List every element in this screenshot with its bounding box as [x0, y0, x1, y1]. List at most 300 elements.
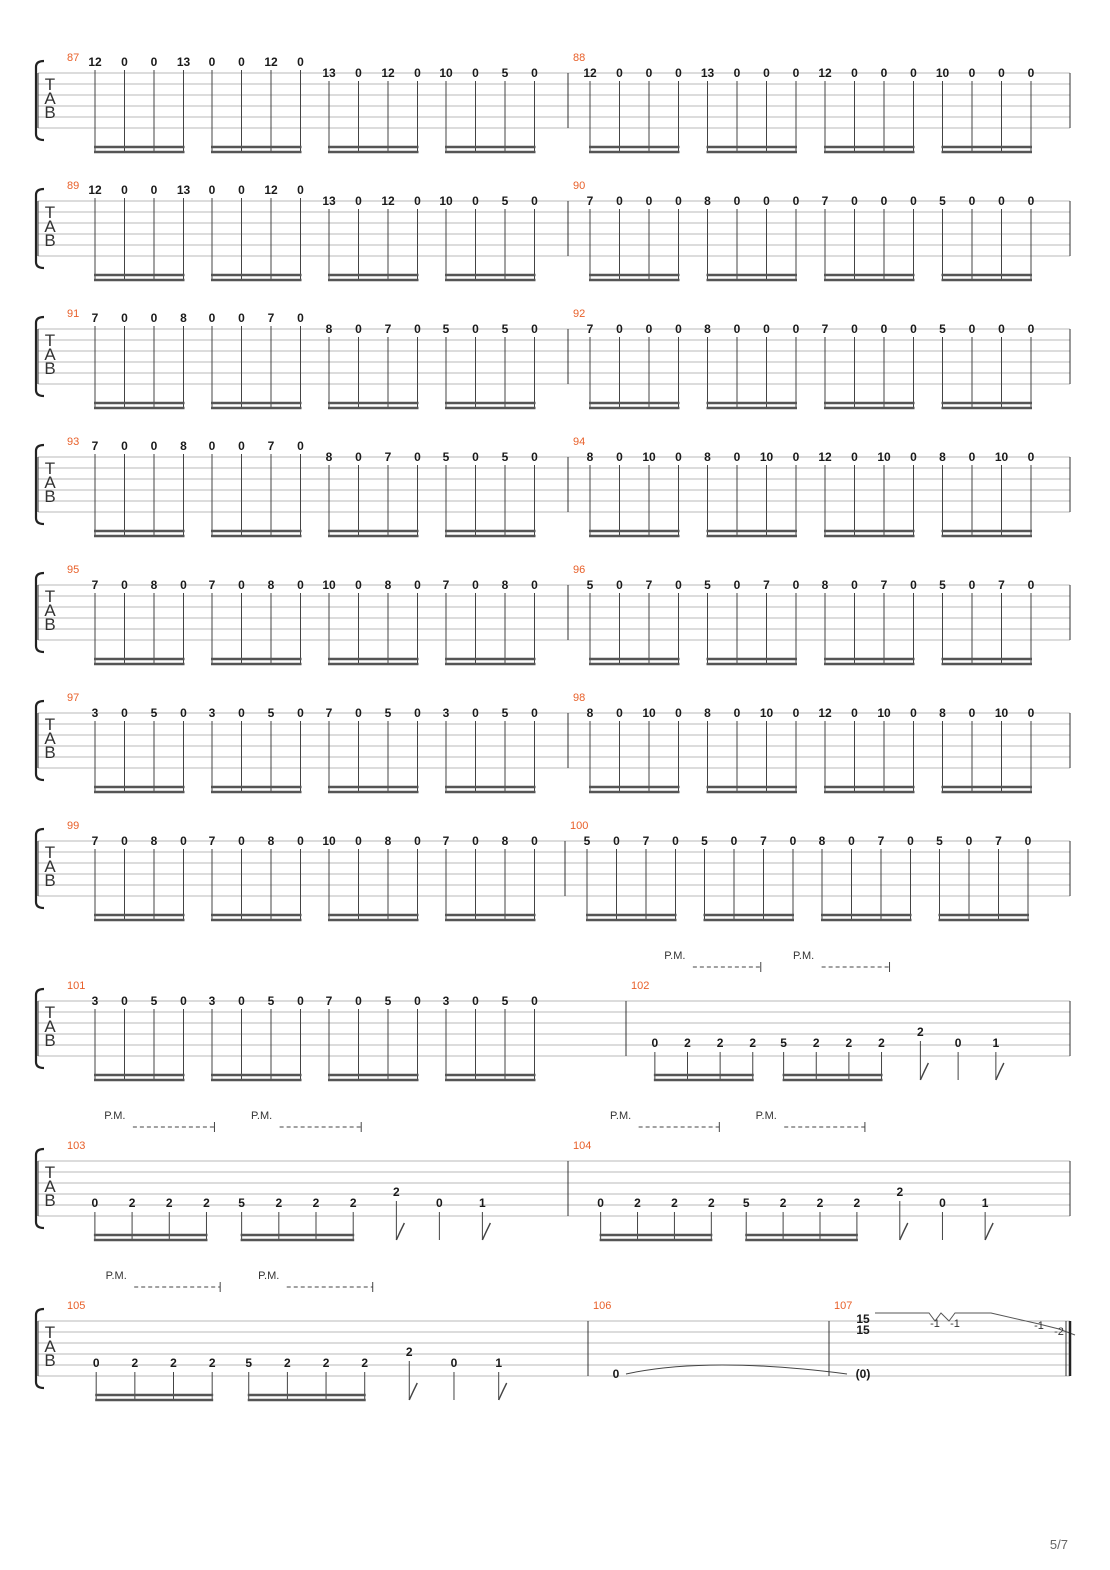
fret-number: 5 [384, 706, 392, 720]
fret-number: 12 [381, 194, 395, 208]
fret-number: 2 [845, 1036, 853, 1050]
fret-number: 0 [355, 834, 362, 848]
fret-number: 0 [1027, 706, 1035, 720]
fret-number: 8 [501, 834, 509, 848]
fret-number: 7 [760, 834, 767, 848]
palm-mute-label: P.M. [105, 1270, 127, 1282]
staff-system [36, 180, 1070, 280]
fret-number: 7 [877, 834, 885, 848]
tab-clef-letter: A [44, 601, 56, 620]
tab-clef-letter: T [44, 1003, 56, 1022]
tab-clef-letter: A [44, 345, 56, 364]
measure-number: 102 [631, 980, 650, 992]
fret-number: 0 [954, 1036, 962, 1050]
fret-number: 13 [176, 183, 191, 197]
measure-number: 91 [67, 308, 80, 320]
fret-number: 3 [208, 706, 216, 720]
fret-number: 0 [645, 66, 653, 80]
fret-number: 0 [297, 183, 304, 197]
fret-number: 2 [165, 1196, 173, 1210]
fret-number: 0 [355, 706, 362, 720]
fret-number: 0 [414, 194, 421, 208]
fret-number: 0 [436, 1196, 443, 1210]
palm-mute-label: P.M. [664, 950, 686, 962]
fret-number: 0 [880, 194, 888, 208]
fret-number: 2 [671, 1196, 678, 1210]
fret-number: 0 [472, 450, 479, 464]
fret-number: 0 [965, 834, 973, 848]
staff-system [36, 564, 1070, 664]
fret-number: 7 [91, 311, 99, 325]
fret-number: 15 [856, 1312, 870, 1326]
fret-number: 5 [384, 994, 392, 1008]
tab-clef-letter: T [44, 75, 56, 94]
fret-number: 0 [208, 311, 216, 325]
fret-number: 5 [704, 578, 711, 592]
fret-number: 0 [238, 183, 245, 197]
measure-number: 105 [67, 1300, 86, 1312]
fret-number: 0 [792, 450, 800, 464]
fret-number: 5 [501, 194, 509, 208]
fret-number: 0 [531, 706, 538, 720]
measure-number: 95 [67, 564, 80, 576]
measure-number: 94 [573, 436, 586, 448]
fret-number: 0 [531, 322, 538, 336]
fret-number: 7 [384, 322, 392, 336]
fret-number: 0 [450, 1356, 458, 1370]
tab-clef-letter: A [44, 729, 56, 748]
staff-system [36, 692, 1070, 792]
tab-clef-letter: T [44, 587, 56, 606]
fret-number: 8 [704, 706, 711, 720]
fret-number: 0 [472, 706, 479, 720]
fret-number: 10 [322, 834, 336, 848]
fret-number: 0 [851, 194, 858, 208]
fret-number: 5 [583, 834, 591, 848]
fret-number: 8 [180, 311, 187, 325]
fret-number: 0 [792, 194, 800, 208]
fret-number: 0 [651, 1036, 659, 1050]
fret-number: 0 [675, 706, 682, 720]
fret-number: 0 [910, 322, 917, 336]
tab-clef-letter: A [44, 1177, 56, 1196]
fret-number: 8 [325, 450, 333, 464]
fret-number: 2 [405, 1345, 413, 1359]
fret-number: 0 [792, 66, 800, 80]
tab-clef-letter: T [44, 203, 56, 222]
fret-number: 0 [848, 834, 855, 848]
fret-number: 0 [414, 450, 421, 464]
fret-number: 0 [675, 578, 682, 592]
fret-number: 0 [763, 322, 770, 336]
fret-number: 0 [968, 66, 976, 80]
fret-number: 2 [853, 1196, 861, 1210]
fret-number: 2 [878, 1036, 885, 1050]
fret-number: 0 [208, 183, 216, 197]
fret-number: 0 [851, 322, 858, 336]
measure-number: 99 [67, 820, 80, 832]
fret-number: 0 [180, 834, 187, 848]
fret-number: 0 [645, 322, 653, 336]
fret-number: 0 [472, 66, 479, 80]
measure-number: 100 [570, 820, 589, 832]
fret-number: 3 [442, 706, 450, 720]
fret-number: 0 [238, 55, 245, 69]
fret-number: 10 [994, 706, 1009, 720]
fret-number: 0 [616, 194, 623, 208]
fret-number: 1 [479, 1196, 486, 1210]
tab-clef-letter: A [44, 89, 56, 108]
measure-number: 103 [67, 1140, 86, 1152]
fret-number: 0 [616, 706, 623, 720]
fret-number: 0 [939, 1196, 946, 1210]
fret-number: 0 [297, 439, 304, 453]
fret-number: 0 [238, 834, 245, 848]
fret-number: 0 [998, 194, 1005, 208]
fret-number: 0 [238, 706, 245, 720]
measure-number: 88 [573, 52, 586, 64]
fret-number: 7 [325, 706, 333, 720]
tab-clef-letter: B [44, 615, 56, 634]
tab-clef-letter: B [44, 487, 56, 506]
fret-number: 10 [877, 706, 891, 720]
fret-number: 1 [495, 1356, 503, 1370]
fret-number: 10 [935, 66, 950, 80]
fret-number: 2 [208, 1356, 216, 1370]
fret-number: 7 [763, 578, 770, 592]
fret-number: 2 [131, 1356, 139, 1370]
fret-number: 0 [968, 450, 976, 464]
fret-number: 7 [384, 450, 392, 464]
fret-number: 7 [267, 439, 275, 453]
fret-number: 8 [150, 834, 158, 848]
fret-number: 0 [616, 578, 623, 592]
fret-number: 5 [501, 450, 509, 464]
measure-number: 101 [67, 980, 86, 992]
fret-number: 0 [472, 194, 479, 208]
palm-mute-label: P.M. [104, 1110, 126, 1122]
note-flag [996, 1063, 1004, 1080]
fret-number: 7 [442, 578, 450, 592]
fret-number: 0 [121, 183, 128, 197]
fret-number: 2 [275, 1196, 283, 1210]
fret-number: 0 [414, 834, 421, 848]
fret-number: 0 [910, 194, 917, 208]
fret-number: 10 [759, 450, 774, 464]
fret-number: 7 [91, 834, 99, 848]
fret-number: 0 [180, 706, 187, 720]
fret-number: 10 [322, 578, 336, 592]
tab-clef-letter: B [44, 103, 56, 122]
fret-number: 12 [264, 183, 278, 197]
staff-system [36, 436, 1070, 536]
fret-number: 0 [907, 834, 914, 848]
fret-number: 2 [812, 1036, 820, 1050]
whammy-value: -1 [930, 1318, 940, 1330]
fret-number: 0 [472, 322, 479, 336]
tab-clef-letter: T [44, 1163, 56, 1182]
fret-number: 2 [917, 1025, 924, 1039]
fret-number: 7 [586, 322, 594, 336]
fret-number: 0 [968, 578, 976, 592]
fret-number: 0 [414, 994, 421, 1008]
fret-number: 8 [267, 834, 275, 848]
fret-number: 0 [675, 450, 682, 464]
fret-number: 0 [531, 66, 538, 80]
measure-number: 104 [573, 1140, 592, 1152]
fret-number: 0 [414, 322, 421, 336]
fret-number: 2 [393, 1185, 400, 1199]
fret-number: 0 [675, 66, 682, 80]
fret-number: 0 [121, 439, 128, 453]
fret-number: 5 [267, 994, 275, 1008]
fret-number: 0 [616, 450, 623, 464]
fret-number: 5 [939, 194, 946, 208]
fret-number: 8 [267, 578, 275, 592]
fret-number: 2 [284, 1356, 291, 1370]
fret-number: 5 [501, 994, 509, 1008]
fret-number: 0 [613, 834, 620, 848]
tab-clef-letter: B [44, 871, 56, 890]
tab-clef-letter: B [44, 359, 56, 378]
tab-clef-letter: A [44, 1017, 56, 1036]
fret-number: 5 [501, 706, 509, 720]
whammy-value: -1 [1034, 1320, 1044, 1332]
fret-number: 0 [355, 322, 362, 336]
fret-number: 2 [684, 1036, 691, 1050]
fret-number: 2 [816, 1196, 824, 1210]
fret-number: 12 [583, 66, 597, 80]
measure-number: 87 [67, 52, 80, 64]
fret-number: 0 [121, 311, 128, 325]
fret-number: 10 [642, 450, 656, 464]
fret-number: 0 [121, 706, 128, 720]
fret-number: 7 [880, 578, 888, 592]
fret-number: 0 [733, 194, 741, 208]
fret-number: 0 [355, 994, 362, 1008]
fret-number: 5 [586, 578, 594, 592]
fret-number: 12 [264, 55, 278, 69]
fret-number: 0 [355, 194, 362, 208]
fret-number: 8 [704, 450, 711, 464]
fret-number: 0 [121, 994, 128, 1008]
fret-number: 0 [851, 450, 858, 464]
fret-number: 5 [150, 994, 158, 1008]
palm-mute-label: P.M. [258, 1270, 280, 1282]
tab-clef-letter: B [44, 231, 56, 250]
fret-number: 0 [789, 834, 797, 848]
palm-mute-label: P.M. [755, 1110, 777, 1122]
fret-number: 12 [381, 66, 395, 80]
tab-clef-letter: A [44, 1337, 56, 1356]
measure-number: 92 [573, 308, 586, 320]
fret-number: 8 [818, 834, 826, 848]
fret-number: 8 [501, 578, 509, 592]
fret-number: 0 [150, 183, 158, 197]
fret-number: 0 [616, 322, 623, 336]
fret-number: 15 [856, 1323, 870, 1337]
fret-number: 5 [442, 450, 450, 464]
fret-number: 0 [597, 1196, 604, 1210]
tab-clef-letter: T [44, 459, 56, 478]
fret-number: 5 [238, 1196, 245, 1210]
fret-number: 0 [968, 706, 976, 720]
note-flag [409, 1383, 417, 1400]
fret-number: 5 [701, 834, 708, 848]
fret-number: 0 [121, 834, 128, 848]
fret-number: 7 [267, 311, 275, 325]
fret-number: 5 [939, 578, 946, 592]
fret-number: 1 [992, 1036, 1000, 1050]
fret-number: 0 [851, 706, 858, 720]
fret-number: 0 [297, 994, 304, 1008]
fret-number: 0 [297, 311, 304, 325]
page-number: 5/7 [1049, 1537, 1068, 1552]
staff-system [36, 950, 1070, 1080]
fret-number: 7 [325, 994, 333, 1008]
fret-number: 12 [88, 55, 102, 69]
fret-number: 0 [121, 578, 128, 592]
fret-number: 2 [349, 1196, 357, 1210]
fret-number: 0 [297, 55, 304, 69]
tie-arc [626, 1365, 847, 1374]
whammy-value: -1 [950, 1318, 960, 1330]
fret-number: 0 [531, 450, 538, 464]
fret-number: 0 [1027, 194, 1035, 208]
fret-number: 0 [208, 55, 216, 69]
fret-number: 0 [733, 578, 741, 592]
fret-number: 0 [472, 834, 479, 848]
fret-number: 12 [818, 706, 832, 720]
fret-number: 5 [936, 834, 943, 848]
staff-system [36, 1270, 1075, 1400]
fret-number: 7 [208, 834, 216, 848]
fret-number: 3 [442, 994, 450, 1008]
fret-number: 3 [91, 994, 99, 1008]
fret-number: 0 [355, 450, 362, 464]
fret-number: 8 [821, 578, 829, 592]
fret-number: 8 [384, 578, 392, 592]
palm-mute-label: P.M. [610, 1110, 632, 1122]
fret-number: 0 [472, 994, 479, 1008]
fret-number: 0 [998, 66, 1005, 80]
fret-number: 0 [968, 322, 976, 336]
fret-number: 7 [586, 194, 594, 208]
fret-number: 0 [238, 578, 245, 592]
fret-number: 13 [322, 66, 336, 80]
measure-number: 97 [67, 692, 80, 704]
staff-system [36, 820, 1070, 920]
fret-number: 5 [150, 706, 158, 720]
staff-system [36, 52, 1070, 152]
fret-number: 0 [92, 1356, 100, 1370]
tab-clef-letter: T [44, 1323, 56, 1342]
staff-system [36, 1110, 1070, 1240]
fret-number: 5 [501, 322, 509, 336]
fret-number: 7 [91, 578, 99, 592]
fret-number: 0 [531, 578, 538, 592]
fret-number: 0 [150, 311, 158, 325]
fret-number: 5 [245, 1356, 253, 1370]
fret-number: 5 [442, 322, 450, 336]
fret-number: 10 [439, 66, 453, 80]
tab-clef-letter: B [44, 1031, 56, 1050]
fret-number: 0 [645, 194, 653, 208]
fret-number: 0 [355, 66, 362, 80]
fret-number: 2 [716, 1036, 724, 1050]
fret-number: 0 [414, 706, 421, 720]
note-flag [900, 1223, 908, 1240]
fret-number: 0 [297, 834, 304, 848]
fret-number: 12 [88, 183, 102, 197]
fret-number: 0 [1027, 450, 1035, 464]
fret-number: 0 [531, 834, 538, 848]
fret-number: 0 [733, 450, 741, 464]
tab-clef-letter: B [44, 1351, 56, 1370]
palm-mute-label: P.M. [251, 1110, 273, 1122]
fret-number: 0 [1027, 66, 1035, 80]
fret-number: 2 [312, 1196, 320, 1210]
fret-number: 13 [700, 66, 715, 80]
fret-number: 8 [384, 834, 392, 848]
fret-number: 0 [414, 66, 421, 80]
fret-number: 5 [742, 1196, 750, 1210]
fret-number: 2 [322, 1356, 330, 1370]
fret-number: 10 [994, 450, 1009, 464]
measure-number: 106 [593, 1300, 612, 1312]
fret-number: 7 [995, 834, 1002, 848]
fret-number: 8 [325, 322, 333, 336]
fret-number: 8 [586, 706, 594, 720]
palm-mute-label: P.M. [793, 950, 815, 962]
fret-number: 8 [180, 439, 187, 453]
fret-number: 2 [896, 1185, 904, 1199]
fret-number: 2 [128, 1196, 136, 1210]
fret-number: 10 [439, 194, 453, 208]
tab-clef-letter: B [44, 743, 56, 762]
fret-number: 7 [442, 834, 450, 848]
fret-number: 0 [672, 834, 679, 848]
fret-number: 0 [355, 578, 362, 592]
fret-number: 0 [675, 322, 682, 336]
fret-number: 2 [634, 1196, 641, 1210]
fret-number: 0 [763, 194, 770, 208]
fret-number: 0 [851, 578, 858, 592]
tab-clef-letter: A [44, 217, 56, 236]
fret-number: 5 [780, 1036, 787, 1050]
fret-number: 12 [818, 450, 832, 464]
fret-number: 2 [707, 1196, 715, 1210]
measure-number: 93 [67, 436, 80, 448]
fret-number: 8 [150, 578, 158, 592]
fret-number: 1 [981, 1196, 989, 1210]
fret-number: 0 [150, 55, 158, 69]
fret-number: 0 [616, 66, 623, 80]
fret-number: 2 [170, 1356, 177, 1370]
tab-clef-letter: T [44, 331, 56, 350]
fret-number: 8 [704, 194, 711, 208]
tab-clef-letter: A [44, 857, 56, 876]
fret-number: 0 [792, 578, 800, 592]
measure-number: 90 [573, 180, 586, 192]
fret-number: 7 [208, 578, 216, 592]
fret-number: 0 [910, 706, 917, 720]
fret-number: 7 [821, 322, 829, 336]
fret-number: 0 [910, 578, 917, 592]
fret-number: 0 [733, 322, 741, 336]
fret-number: 0 [792, 706, 800, 720]
fret-number: 0 [910, 66, 917, 80]
